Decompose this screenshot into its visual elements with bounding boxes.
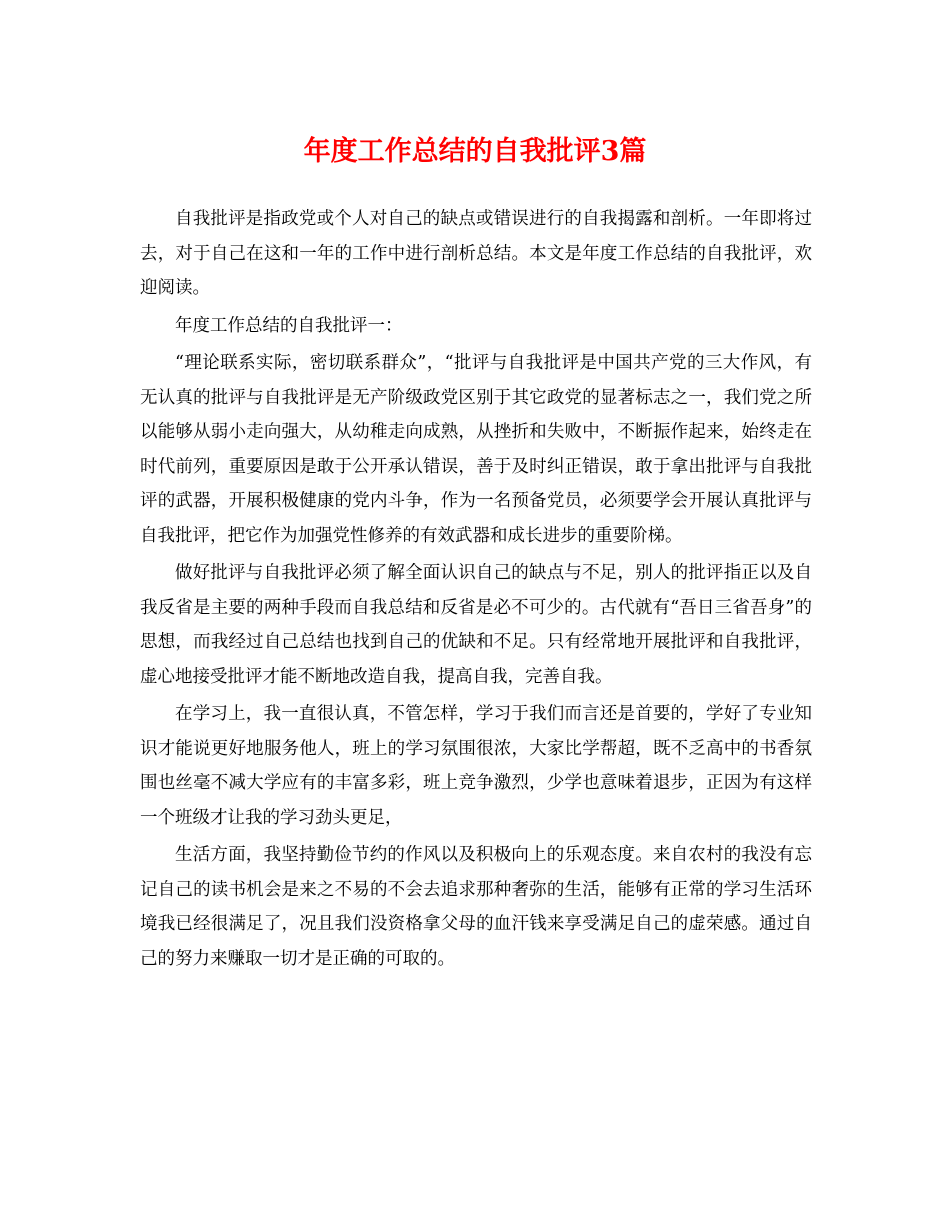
document-title: 年度工作总结的自我批评3篇 <box>303 136 647 167</box>
paragraph-party-style: “理论联系实际，密切联系群众”，“批评与自我批评是中国共产党的三大作风，有无认真的批评与自我批评是无产阶级政党区别于其它政党的显著标志之一，我们党之所以能够从弱小走向强大，从幼稚走向成熟，从挫折和失败中，不断振作起来，始终走在时代前列，重要原因是敢于公开承认错误，善于及时纠正错误，敢于拿出批评与自我批评的武器，开展积极健康的党内斗争，作为一名预备党员，必须要学会开展认真批评与自我批评，把它作为加强党性修养的有效武器和成长进步的重要阶梯。 <box>140 353 812 546</box>
paragraph-life: 生活方面，我坚持勤俭节约的作风以及积极向上的乐观态度。来自农村的我没有忘记自己的读书机会是来之不易的不会去追求那种奢弥的生活，能够有正常的学习生活环境我已经很满足了，况且我们没资格拿父母的血汗钱来享受满足自己的虚荣感。通过自己的努力来赚取一切才是正确的可取的。 <box>140 845 812 969</box>
paragraph-intro: 自我批评是指政党或个人对自己的缺点或错误进行的自我揭露和剖析。一年即将过去，对于自己在这和一年的工作中进行剖析总结。本文是年度工作总结的自我批评，欢迎阅读。 <box>140 209 812 298</box>
document-body <box>140 202 812 979</box>
paragraph-section-heading: 年度工作总结的自我批评一： <box>175 315 403 336</box>
paragraph-self-reflection: 做好批评与自我批评必须了解全面认识自己的缺点与不足，别人的批评指正以及自我反省是主要的两种手段而自我总结和反省是必不可少的。古代就有“吾日三省吾身”的思想，而我经过自己总结也找到自己的优缺和不足。只有经常地开展批评和自我批评，虚心地接受批评才能不断地改造自我，提高自我，完善自我。 <box>140 563 812 687</box>
paragraph-study: 在学习上，我一直很认真，不管怎样，学习于我们而言还是首要的，学好了专业知识才能说更好地服务他人，班上的学习氛围很浓，大家比学帮超，既不乏高中的书香氛围也丝毫不减大学应有的丰富多彩，班上竞争激烈，少学也意味着退步，正因为有这样一个班级才让我的学习劲头更足， <box>140 704 812 828</box>
